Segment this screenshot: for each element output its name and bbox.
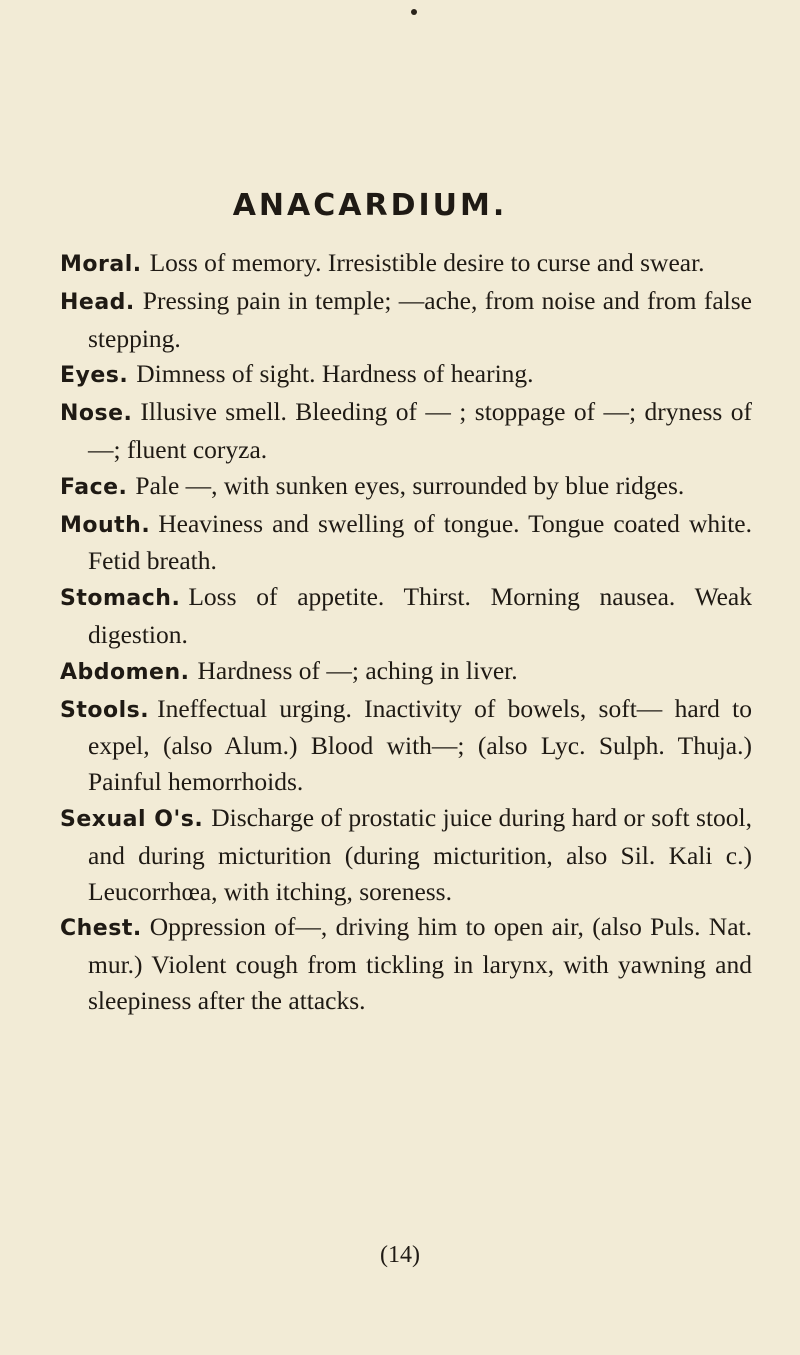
entry-label: Chest. <box>60 916 142 942</box>
entry-sexual-organs <box>60 800 752 909</box>
entry-label: Face. <box>60 474 128 500</box>
entry-stomach <box>60 579 752 653</box>
entry-label: Sexual O's. <box>60 806 204 832</box>
entry-label: Head. <box>60 289 135 315</box>
entry-text: Pressing pain in temple; —ache, from noise and from false stepping. <box>88 285 752 353</box>
entry-chest <box>60 909 752 1018</box>
symptom-list <box>60 245 752 1019</box>
entry-face <box>60 468 752 506</box>
entry-label: Moral. <box>60 252 142 277</box>
entry-text: Loss of appetite. Thirst. Morning nausea. Weak digestion. <box>88 582 752 649</box>
entry-head <box>60 283 752 357</box>
entry-mouth <box>60 506 752 580</box>
entry-text: Pale —, with sunken eyes, surrounded by blue ridges. <box>135 470 685 500</box>
entry-text: Dimness of sight. Hardness of hearing. <box>136 359 534 389</box>
entry-label: Abdomen. <box>60 659 190 685</box>
entry-text: Ineffectual urging. Inactivity of bowels, soft— hard to expel, (also Alum.) Blood with—; (also Lyc. Sulph. Thuja.) Painful hemorrhoids. <box>88 693 752 797</box>
entry-label: Eyes. <box>60 363 129 389</box>
entry-text: Illusive smell. Bleeding of — ; stoppage of —; dryness of—; fluent coryza. <box>88 397 752 464</box>
entry-text: Hardness of —; aching in liver. <box>197 655 518 685</box>
entry-label: Nose. <box>60 401 133 427</box>
print-mark <box>411 9 417 15</box>
page-number: (14) <box>380 1242 420 1268</box>
entry-text: Discharge of prostatic juice during hard or soft stool, and during micturition (during micturition, also Sil. Kali c.) Leucorrhœa, with itching, soreness. <box>88 802 753 906</box>
entry-label: Stomach. <box>60 586 181 612</box>
entry-label: Stools. <box>60 697 150 723</box>
entry-text: Loss of memory. Irresistible desire to curse and swear. <box>149 248 705 277</box>
page-title: ANACARDIUM. <box>232 188 508 223</box>
entry-nose <box>60 394 752 468</box>
entry-label: Mouth. <box>60 512 151 538</box>
entry-text: Heaviness and swelling of tongue. Tongue coated white. Fetid breath. <box>88 508 752 576</box>
entry-text: Oppression of—, driving him to open air, (also Puls. Nat. mur.) Violent cough from tickling in larynx, with yawning and sleepiness after the attacks. <box>88 912 752 1015</box>
entry-eyes <box>60 356 752 394</box>
entry-stools <box>60 691 752 800</box>
entry-abdomen <box>60 653 752 691</box>
entry-moral <box>60 245 752 283</box>
